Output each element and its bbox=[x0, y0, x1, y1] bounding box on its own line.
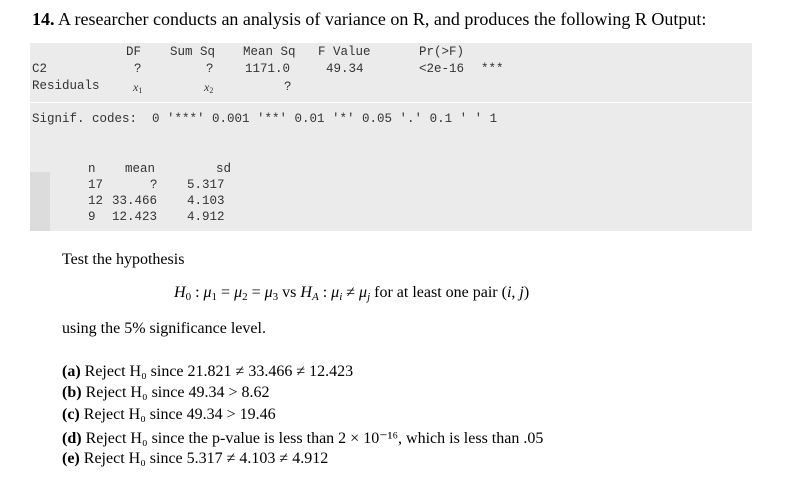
row1-sumsq: ? bbox=[206, 62, 214, 76]
row2-sumsq: $x_2$ bbox=[204, 80, 214, 95]
option-c[interactable]: (c) Reject H₀ since 49.34 > 19.46 bbox=[62, 406, 276, 423]
row-index-gutter bbox=[30, 172, 50, 231]
header-meansq: Mean Sq bbox=[243, 45, 296, 59]
question-heading bbox=[32, 9, 706, 30]
summary-row-n: 12 bbox=[88, 194, 104, 208]
significance-level: using the 5% significance level. bbox=[62, 320, 266, 337]
prompt-text: Test the hypothesis bbox=[62, 251, 185, 268]
option-a[interactable]: (a) Reject H₀ since 21.821 ≠ 33.466 ≠ 12.423 bbox=[62, 363, 354, 380]
anova-output bbox=[30, 43, 752, 102]
question-text: A researcher conducts an analysis of variance on R, and produces the following R Output: bbox=[58, 9, 707, 29]
summary-row-mean: 12.423 bbox=[112, 210, 158, 224]
header-mean: mean bbox=[125, 162, 156, 176]
summary-row-n: 9 bbox=[88, 210, 96, 224]
summary-row-sd: 4.912 bbox=[187, 210, 225, 224]
row1-meansq: 1171.0 bbox=[245, 62, 291, 76]
summary-row-mean: ? bbox=[150, 178, 158, 192]
row1-fvalue: 49.34 bbox=[326, 62, 364, 76]
summary-row-n: 17 bbox=[88, 178, 104, 192]
header-fvalue: F Value bbox=[318, 45, 371, 59]
signif-codes: Signif. codes: 0 '***' 0.001 '**' 0.01 '*' 0.05 '.' 0.1 ' ' 1 bbox=[32, 112, 498, 126]
row2-meansq: ? bbox=[284, 80, 292, 94]
header-n: n bbox=[88, 162, 96, 176]
option-d[interactable]: (d) Reject H₀ since the p-value is less than 2 × 10⁻¹⁶, which is less than .05 bbox=[62, 430, 544, 447]
row1-stars: *** bbox=[481, 62, 504, 76]
header-df: DF bbox=[126, 45, 142, 59]
summary-row-mean: 33.466 bbox=[112, 194, 158, 208]
row1-df: ? bbox=[134, 62, 142, 76]
hypothesis: H0 : μ1 = μ2 = μ3 vs HA : μi ≠ μj for at least one pair (i, j) bbox=[174, 284, 530, 303]
header-sd: sd bbox=[216, 162, 232, 176]
header-sumsq: Sum Sq bbox=[170, 45, 216, 59]
summary-row-sd: 4.103 bbox=[187, 194, 225, 208]
summary-output bbox=[30, 103, 752, 231]
option-b[interactable]: (b) Reject H₀ since 49.34 > 8.62 bbox=[62, 384, 270, 401]
summary-row-sd: 5.317 bbox=[187, 178, 225, 192]
row2-name: Residuals bbox=[32, 79, 100, 93]
row2-df: $x_1$ bbox=[133, 80, 143, 95]
question-number: 14. bbox=[32, 9, 55, 29]
row1-pr: <2e-16 bbox=[419, 62, 465, 76]
header-pr: Pr(>F) bbox=[419, 45, 465, 59]
row1-name: C2 bbox=[32, 62, 48, 76]
option-e[interactable]: (e) Reject H₀ since 5.317 ≠ 4.103 ≠ 4.912 bbox=[62, 450, 329, 467]
